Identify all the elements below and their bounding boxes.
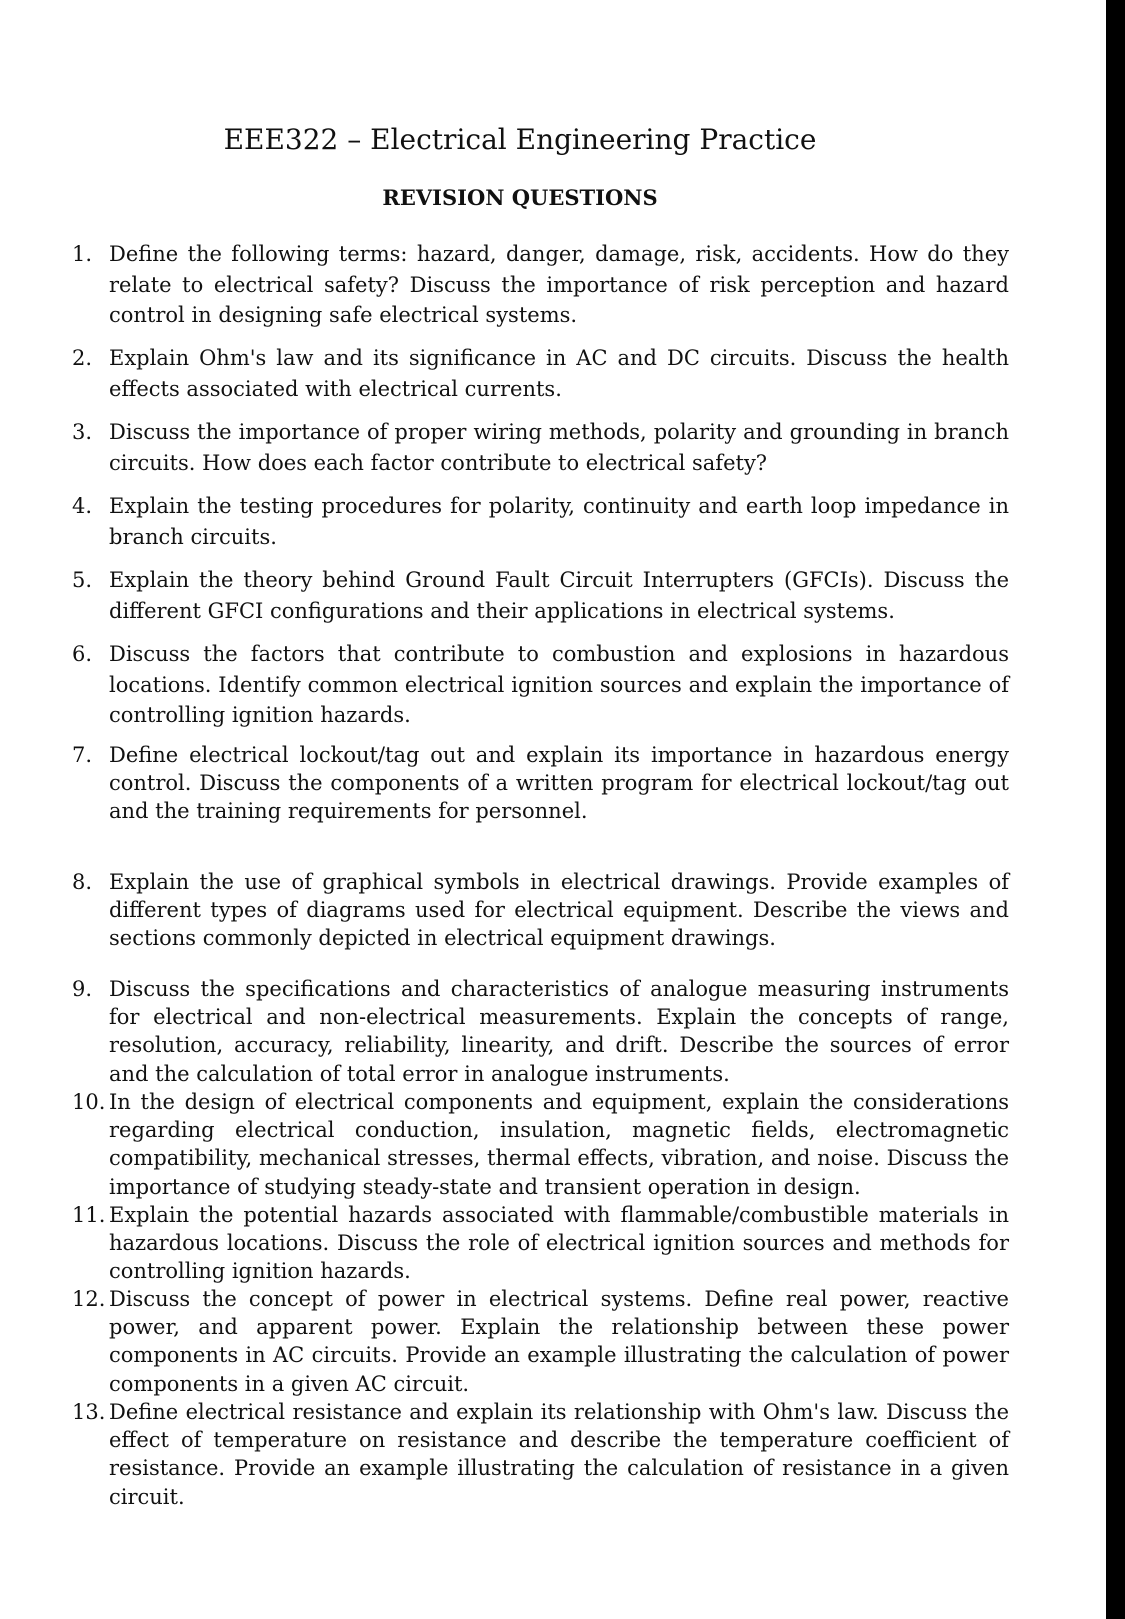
question-number: 9. [72,977,93,1001]
question-number: 4. [72,494,93,518]
question-1 [72,239,1009,331]
question-6 [72,639,1009,731]
question-text: Explain the theory behind Ground Fault Circuit Interrupters (GFCIs). Discuss the different GFCI configurations and their applications in electrical systems. [109,568,1009,623]
question-text: Discuss the specifications and characteristics of analogue measuring instruments for electrical and non-electrical measurements. Explain the concepts of range, resolution, accuracy, reliability, linearity, and drift. Describe the sources of error and the calculation of total error in analogue instruments. [109,977,1009,1086]
question-text: Define electrical lockout/tag out and explain its importance in hazardous energy control. Discuss the components of a written program for electrical lockout/tag out and the training requirements for personnel. [109,743,1009,824]
question-4 [72,491,1009,552]
question-text: Discuss the importance of proper wiring methods, polarity and grounding in branch circuits. How does each factor contribute to electrical safety? [109,420,1009,475]
question-9 [72,975,1009,1088]
question-text: In the design of electrical components and equipment, explain the considerations regarding electrical conduction, insulation, magnetic fields, electromagnetic compatibility, mechanical stresses, thermal effects, vibration, and noise. Discuss the importance of studying steady-state and transient operation in design. [109,1090,1009,1199]
question-12 [72,1285,1009,1398]
question-13 [72,1398,1009,1511]
document-title: EEE322 – Electrical Engineering Practice [223,123,817,156]
question-number: 10. [72,1090,106,1114]
question-text: Explain the testing procedures for polarity, continuity and earth loop impedance in branch circuits. [109,494,1009,549]
section-heading: REVISION QUESTIONS [382,185,658,210]
question-number: 6. [72,642,93,666]
question-text: Explain Ohm's law and its significance in AC and DC circuits. Discuss the health effects associated with electrical currents. [109,346,1009,401]
question-2 [72,343,1009,404]
question-3 [72,417,1009,478]
question-number: 12. [72,1287,106,1311]
question-number: 8. [72,870,93,894]
question-5 [72,565,1009,626]
question-number: 7. [72,743,93,767]
question-8 [72,868,1009,953]
question-number: 2. [72,346,93,370]
question-number: 1. [72,242,93,266]
question-11 [72,1201,1009,1286]
question-text: Explain the use of graphical symbols in electrical drawings. Provide examples of different types of diagrams used for electrical equipment. Describe the views and sections commonly depicted in electrical equipment drawings. [109,870,1009,951]
question-number: 3. [72,420,93,444]
question-number: 11. [72,1203,106,1227]
question-text: Discuss the concept of power in electrical systems. Define real power, reactive power, and apparent power. Explain the relationship between these power components in AC circuits. Provide an example illustrating the calculation of power components in a given AC circuit. [109,1287,1009,1396]
question-number: 5. [72,568,93,592]
question-text: Define electrical resistance and explain its relationship with Ohm's law. Discuss the effect of temperature on resistance and describe the temperature coefficient of resistance. Provide an example illustrating the calculation of resistance in a given circuit. [109,1400,1009,1509]
question-text: Define the following terms: hazard, danger, damage, risk, accidents. How do they relate to electrical safety? Discuss the importance of risk perception and hazard control in designing safe electrical systems. [109,242,1009,327]
question-number: 13. [72,1400,106,1424]
question-text: Explain the potential hazards associated with flammable/combustible materials in hazardous locations. Discuss the role of electrical ignition sources and methods for controlling ignition hazards. [109,1203,1009,1284]
question-7 [72,741,1009,826]
question-10 [72,1088,1009,1201]
question-text: Discuss the factors that contribute to combustion and explosions in hazardous locations. Identify common electrical ignition sources and explain the importance of controlling ignition hazards. [109,642,1009,727]
page-edge-shadow [1106,0,1125,1619]
